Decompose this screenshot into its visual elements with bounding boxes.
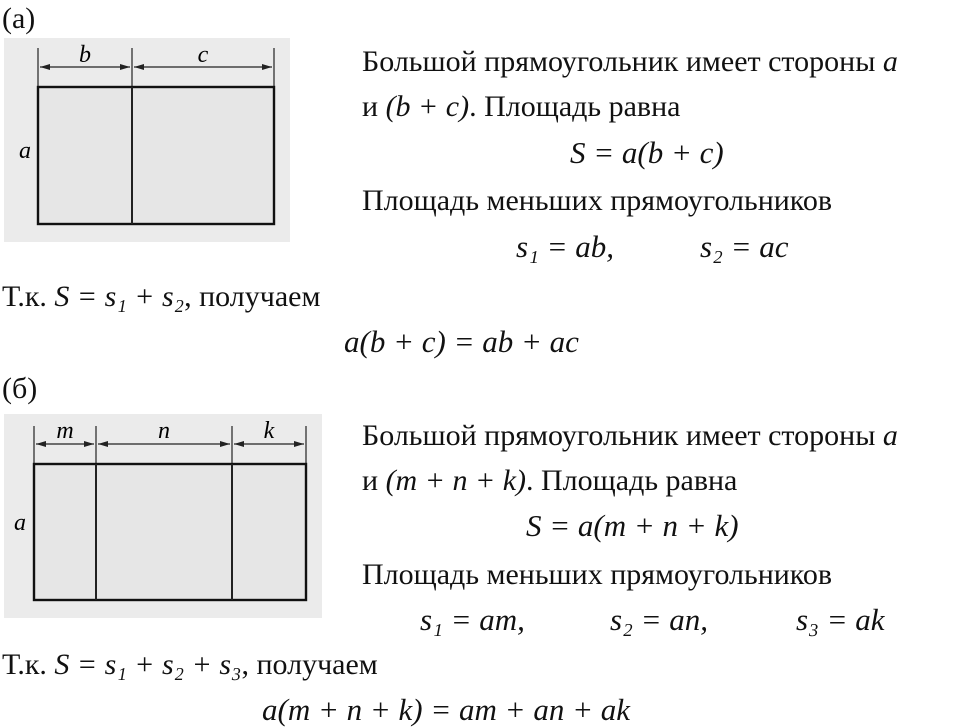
width-label-b: b (79, 42, 91, 68)
part-b-formula-area: S = a(m + n + k) (526, 508, 739, 543)
part-a-line1: Большой прямоугольник имеет стороны a (362, 45, 898, 78)
part-a-since-line: Т.к. S = s₁ + s₂, получаем (2, 280, 321, 313)
part-b-formula-s1: s₁ = am, (420, 602, 525, 637)
part-b-line2: и (m + n + k). Площадь равна (362, 464, 738, 497)
part-a-result: a(b + c) = ab + ac (344, 324, 579, 359)
figure-a-drawing (4, 38, 290, 242)
part-a-line2: и (b + c). Площадь равна (362, 90, 681, 123)
width-label-m: m (56, 418, 74, 444)
part-a-formula-s2: s₂ = ac (700, 229, 789, 264)
part-a-formula-area: S = a(b + c) (570, 135, 724, 170)
side-label-a: a (19, 138, 31, 164)
part-b-since-line: Т.к. S = s₁ + s₂ + s₃, получаем (2, 648, 378, 681)
figure-b (4, 414, 322, 618)
part-a-formula-s1: s₁ = ab, (516, 229, 615, 264)
part-b-formula-s2: s₂ = an, (610, 602, 709, 637)
figure-b-drawing (4, 414, 322, 618)
part-b-label: (б) (2, 372, 38, 405)
part-b-result: a(m + n + k) = am + an + ak (262, 692, 631, 727)
figure-a (4, 38, 290, 242)
part-a-label: (а) (2, 2, 36, 35)
part-a-small-heading: Площадь меньших прямоугольников (362, 184, 833, 217)
width-label-c: c (197, 42, 209, 68)
width-label-k: k (263, 418, 275, 444)
part-b-line1: Большой прямоугольник имеет стороны a (362, 419, 898, 452)
width-label-n: n (158, 418, 170, 444)
part-b-small-heading: Площадь меньших прямоугольников (362, 558, 833, 591)
side-label-a: a (14, 510, 26, 536)
part-b-formula-s3: s₃ = ak (796, 602, 885, 637)
